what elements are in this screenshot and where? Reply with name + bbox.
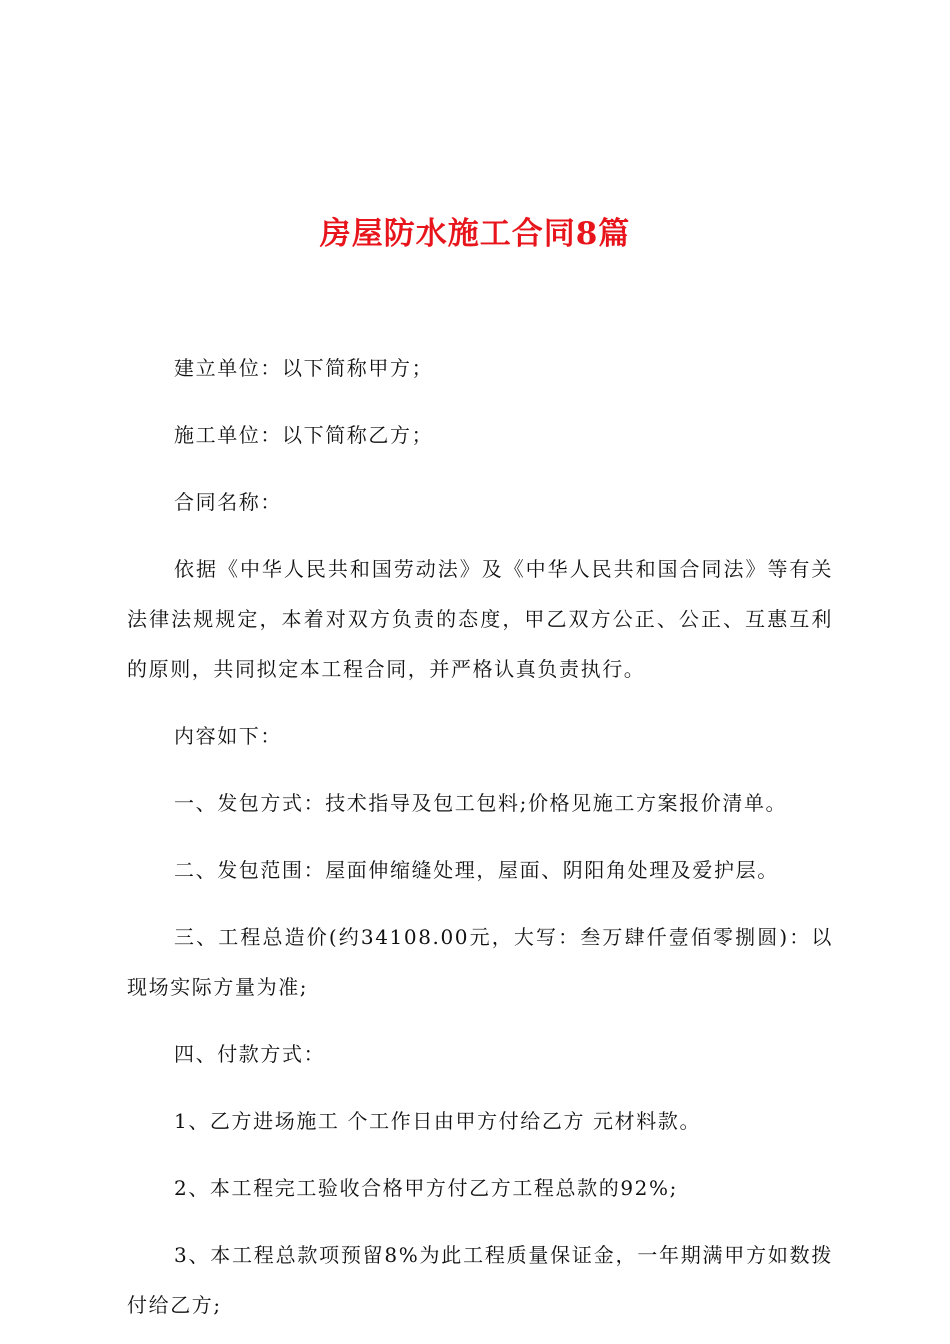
paragraph-contractor-unit: 施工单位：以下简称乙方； — [174, 423, 434, 447]
paragraph-contract-method: 一、发包方式：技术指导及包工包料;价格见施工方案报价清单。 — [174, 791, 788, 815]
paragraph-content-intro: 内容如下： — [174, 724, 282, 748]
paragraph-payment-method: 四、付款方式： — [174, 1042, 326, 1066]
document-body — [127, 343, 833, 1330]
paragraph-payment-item-1: 1、乙方进场施工 个工作日由甲方付给乙方 元材料款。 — [174, 1109, 702, 1133]
paragraph-legal-basis: 依据《中华人民共和国劳动法》及《中华人民共和国合同法》等有关法律法规规定，本着对双方负责的态度，甲乙双方公正、公正、互惠互利的原则，共同拟定本工程合同，并严格认真负责执行。 — [127, 557, 833, 681]
document-title: 房屋防水施工合同8篇 — [319, 216, 631, 252]
paragraph-payment-item-3: 3、本工程总款项预留8%为此工程质量保证金，一年期满甲方如数拨付给乙方; — [127, 1243, 833, 1317]
paragraph-construction-unit: 建立单位：以下简称甲方； — [174, 356, 434, 380]
paragraph-contract-name: 合同名称： — [174, 490, 282, 514]
paragraph-total-cost: 三、工程总造价(约34108.00元，大写：叁万肆仟壹佰零捌圆)：以现场实际方量为准; — [127, 925, 833, 999]
paragraph-contract-scope: 二、发包范围：屋面伸缩缝处理，屋面、阴阳角处理及爱护层。 — [174, 858, 779, 882]
paragraph-payment-item-2: 2、本工程完工验收合格甲方付乙方工程总款的92%; — [174, 1176, 678, 1200]
